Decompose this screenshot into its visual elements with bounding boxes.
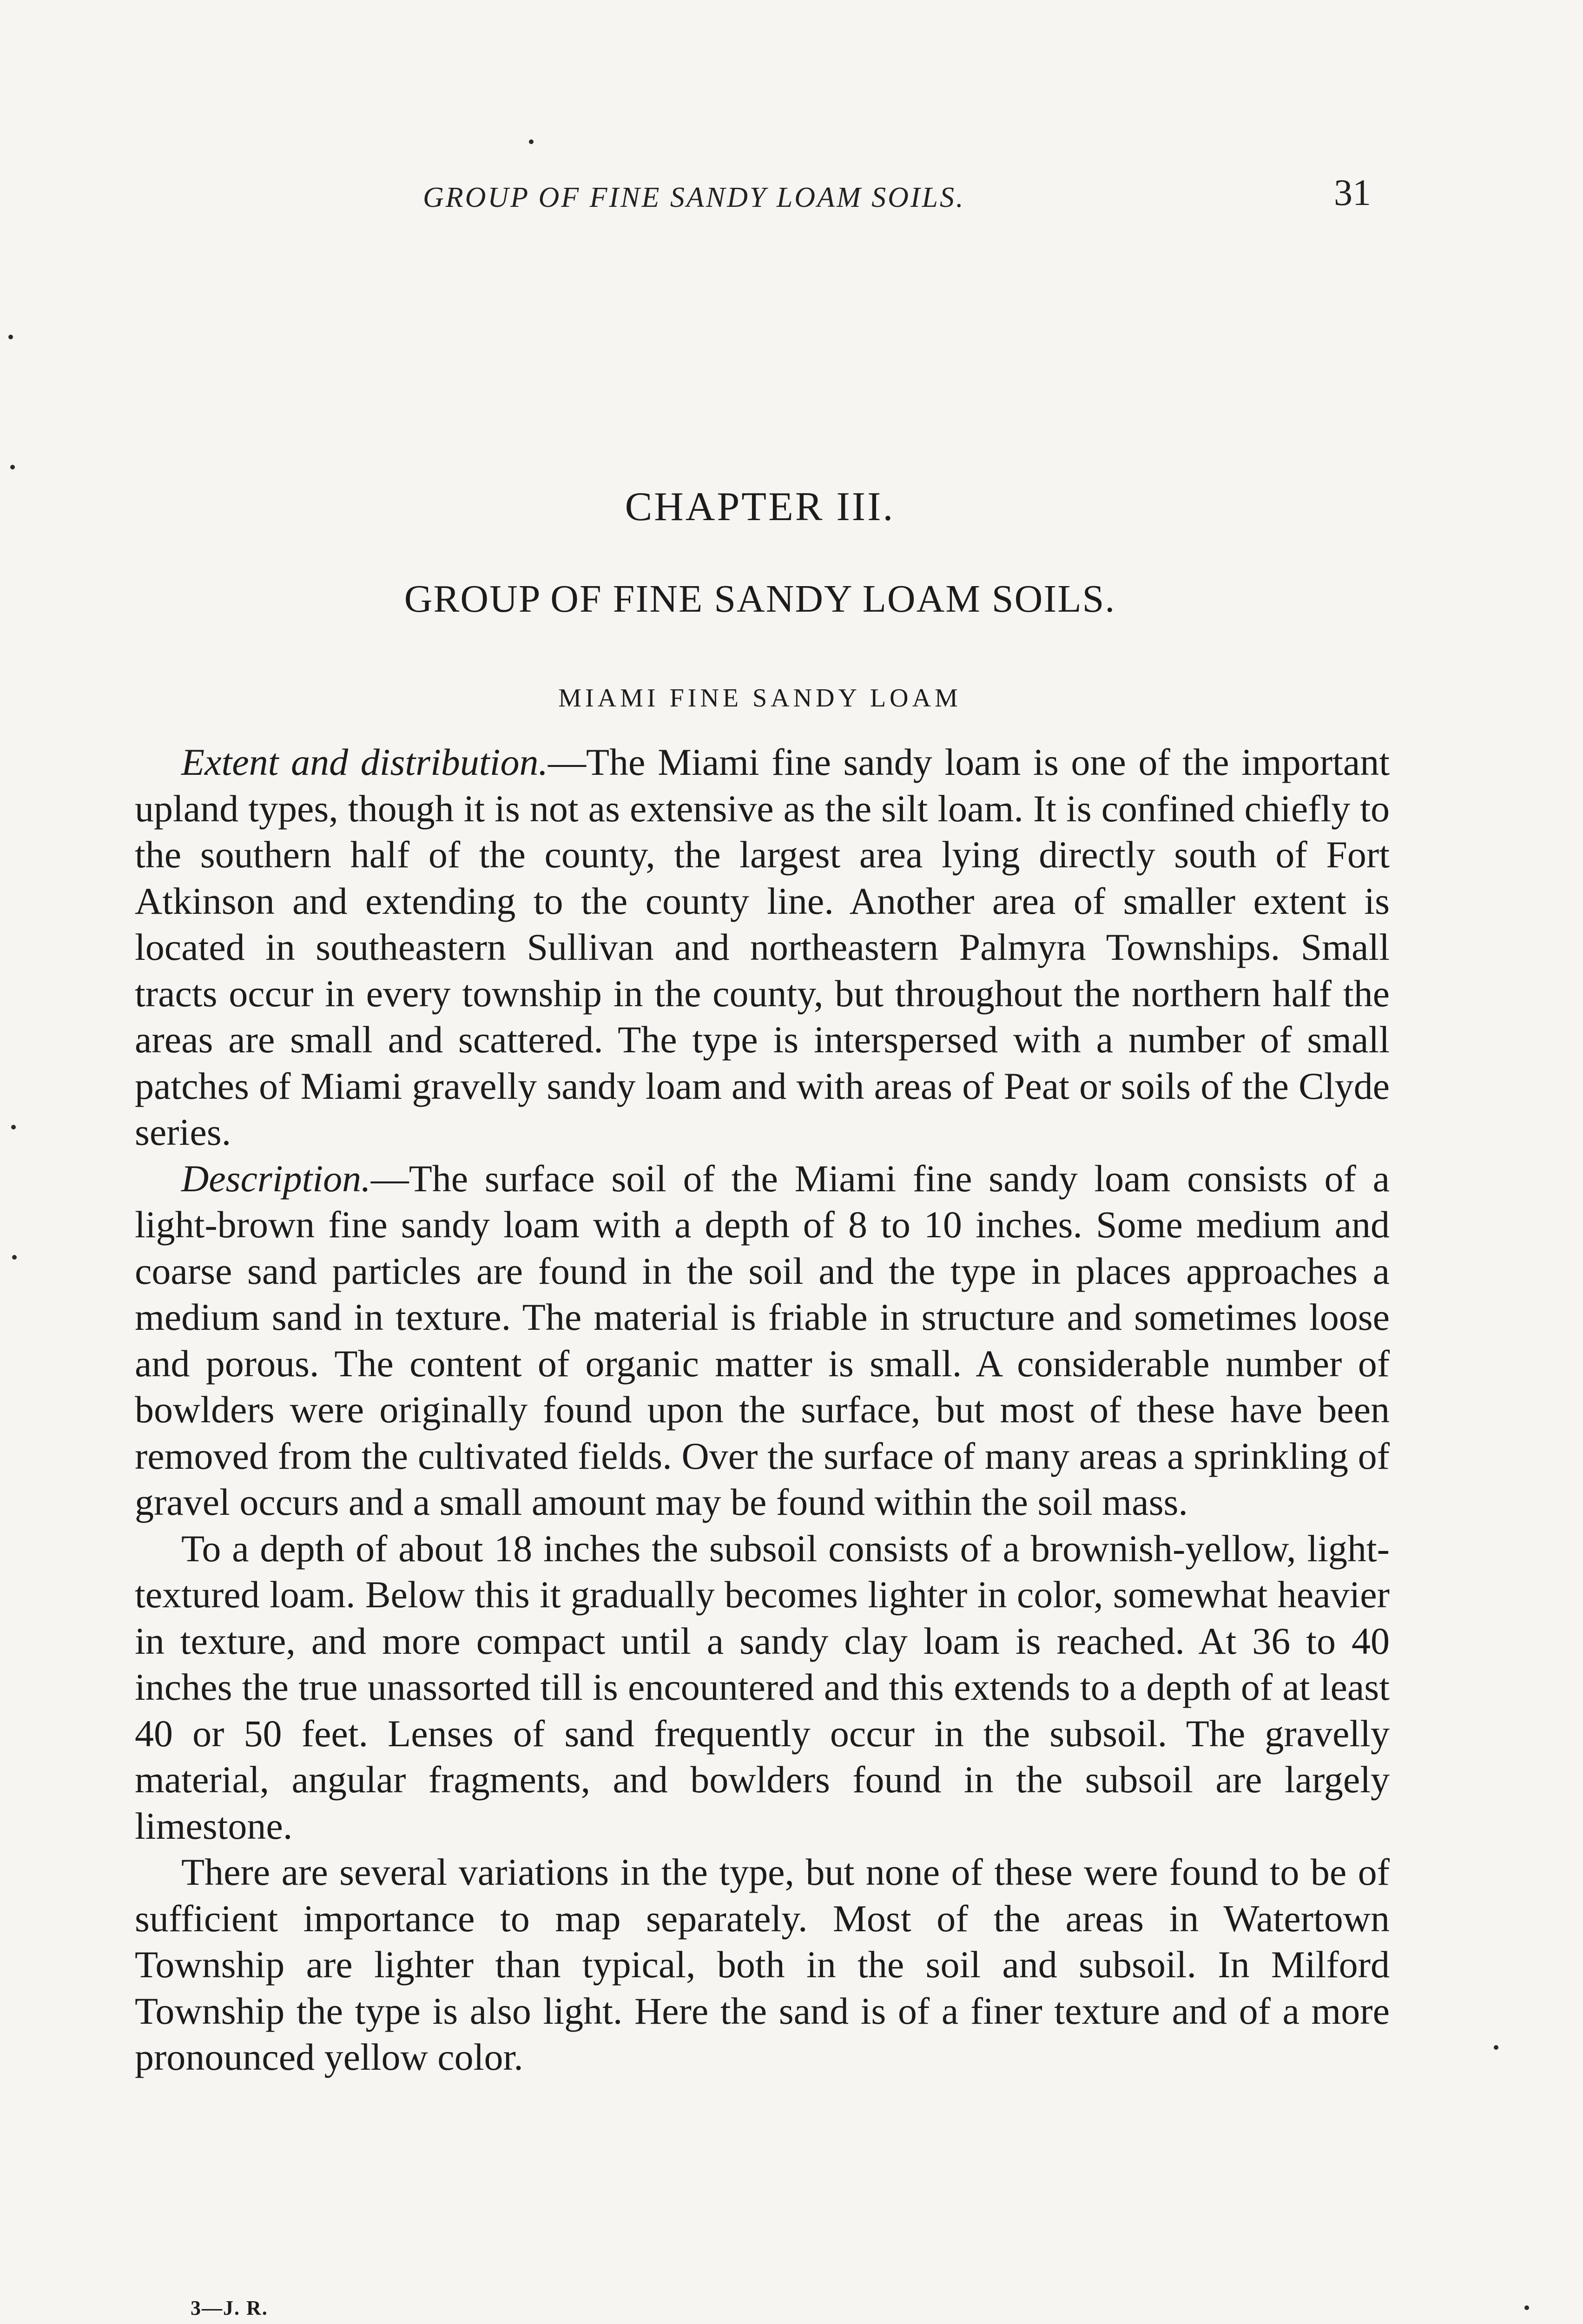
scan-speck xyxy=(1494,2045,1498,2050)
running-head: GROUP OF FINE SANDY LOAM SOILS. xyxy=(423,182,965,213)
group-title: GROUP OF FINE SANDY LOAM SOILS. xyxy=(404,577,1116,621)
paragraph-text: —The Miami fine sandy loam is one of the important upland types, though it is not as extensive as the silt loam. It is confined chiefly to the southern half of the county, the largest area lying directly south of Fort Atkinson and extending to the county line. Another area of smaller extent is located in southeastern Sullivan and northeastern Palmyra Townships. Small tracts occur in every township in the county, but throughout the northern half the areas are small and scattered. The type is interspersed with a number of small patches of Miami gravelly sandy loam and with areas of Peat or soils of the Clyde series. xyxy=(135,741,1390,1153)
body-text xyxy=(135,739,1390,2080)
paragraph-subsoil xyxy=(135,1525,1390,1849)
scan-speck xyxy=(10,465,15,469)
paragraph-text: To a depth of about 18 inches the subsoil consists of a brownish-yellow, light-textured loam. Below this it gradually becomes lighter in color, somewhat heavier in texture, and more compact until a sandy clay loam is reached. At 36 to 40 inches the true unassorted till is encountered and this extends to a depth of at least 40 or 50 feet. Lenses of sand frequently occur in the subsoil. The gravelly material, angular fragments, and bowlders found in the subsoil are largely limestone. xyxy=(135,1527,1390,1847)
paragraph-text: There are several variations in the type, but none of these were found to be of sufficient importance to map separately. Most of the areas in Watertown Township are lighter than typical, both in the soil and subsoil. In Milford Township the type is also light. Here the sand is of a finer texture and of a more pronounced yellow color. xyxy=(135,1851,1390,2078)
paragraph-extent xyxy=(135,739,1390,1155)
scan-speck xyxy=(1524,2305,1529,2310)
chapter-title: CHAPTER III. xyxy=(625,484,895,529)
scan-speck xyxy=(11,1125,16,1129)
page-number: 31 xyxy=(1334,172,1371,213)
scan-speck xyxy=(529,139,534,144)
scan-speck xyxy=(12,1255,17,1260)
paragraph-description xyxy=(135,1155,1390,1525)
paragraph-text: —The surface soil of the Miami fine sandy loam consists of a light-brown fine sandy loam with a depth of 8 to 10 inches. Some medium and coarse sand particles are found in the soil and the type in places approaches a medium sand in texture. The material is friable in structure and sometimes loose and porous. The content of organic matter is small. A considerable number of bowlders were originally found upon the surface, but most of these have been removed from the cultivated fields. Over the surface of many areas a sprinkling of gravel occurs and a small amount may be found within the soil mass. xyxy=(135,1157,1390,1523)
paragraph-lead: Description. xyxy=(181,1157,371,1200)
paragraph-variations xyxy=(135,1849,1390,2080)
scan-speck xyxy=(8,335,13,339)
paragraph-lead: Extent and distribution. xyxy=(181,741,548,783)
signature-mark: 3—J. R. xyxy=(191,2297,268,2319)
section-title: MIAMI FINE SANDY LOAM xyxy=(558,684,962,713)
